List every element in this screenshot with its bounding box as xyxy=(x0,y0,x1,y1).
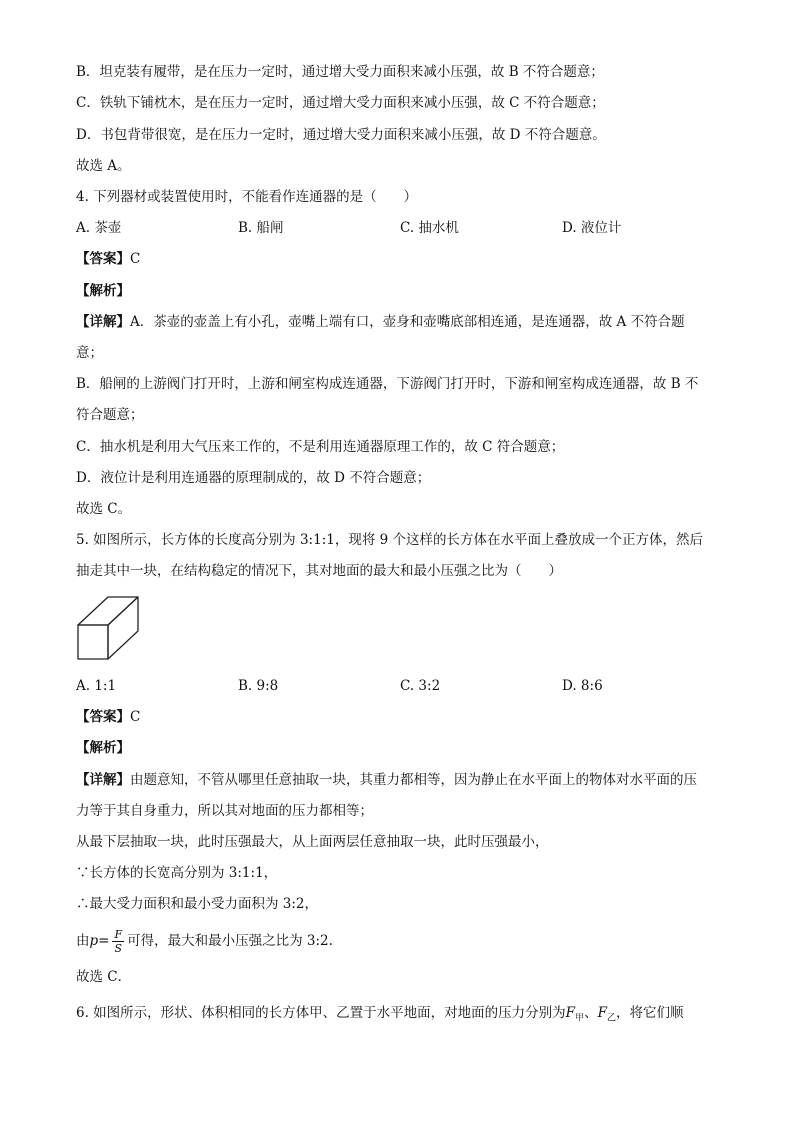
cuboid-side-face xyxy=(108,597,138,659)
formula-fraction xyxy=(112,928,124,955)
detail-label: 【详解】 xyxy=(76,772,130,788)
q5-detail-5: ∴最大受力面积和最小受力面积为 3:2， xyxy=(76,896,319,912)
q5-select: 故选 C． xyxy=(76,969,132,985)
q5-detail-4: ∵长方体的长宽高分别为 3:1:1， xyxy=(76,865,278,881)
separator: 、 xyxy=(584,1005,598,1021)
q4-detail-b: B．船闸的上游阀门打开时，上游和闸室构成连通器，下游阀门打开时，下游和闸室构成连通器，故 B 不 xyxy=(76,376,699,392)
q3-option-d-explanation: D．书包背带很宽，是在压力一定时，通过增大受力面积来减小压强，故 D 不符合题意。 xyxy=(76,127,606,143)
cuboid-top-face xyxy=(78,597,138,625)
q6-stem xyxy=(76,1003,683,1029)
detail-text: A．茶壶的壶盖上有小孔，壶嘴上端有口，壶身和壶嘴底部相连通，是连通器，故 A 不符合题 xyxy=(130,314,685,330)
q5-detail-2: 力等于其自身重力，所以其对地面的压力都相等； xyxy=(76,803,373,819)
force-jia-sub: 甲 xyxy=(575,1013,585,1024)
q4-options xyxy=(76,218,716,238)
q4-select: 故选 C。 xyxy=(76,501,132,517)
force-yi: F xyxy=(597,1005,607,1021)
q4-detail-a xyxy=(76,312,685,332)
q6-stem-text: 6. 如图所示，形状、体积相同的长方体甲、乙置于水平地面，对地面的压力分别为 xyxy=(76,1005,566,1021)
formula-equals: = xyxy=(98,933,110,949)
formula-suffix: 可得，最大和最小压强之比为 3:2. xyxy=(127,933,333,949)
answer-value: C xyxy=(130,709,141,725)
q4-analysis-label: 【解析】 xyxy=(76,283,130,299)
force-yi-sub: 乙 xyxy=(606,1013,616,1024)
answer-label: 【答案】 xyxy=(76,251,130,267)
formula-p: p xyxy=(89,933,99,949)
answer-value: C xyxy=(130,251,141,267)
q5-detail-1 xyxy=(76,770,697,790)
q4-answer xyxy=(76,249,140,269)
cuboid-figure xyxy=(76,595,142,661)
q5-stem-line2: 抽走其中一块，在结构稳定的情况下，其对地面的最大和最小压强之比为（ ） xyxy=(76,563,562,579)
q4-option-c: C. 抽水机 xyxy=(400,220,459,236)
formula-prefix: 由 xyxy=(76,933,90,949)
q5-option-b: B. 9:8 xyxy=(238,678,279,694)
q5-options xyxy=(76,676,716,696)
q5-answer xyxy=(76,707,140,727)
force-jia: F xyxy=(565,1005,576,1021)
q5-option-a: A. 1:1 xyxy=(76,678,117,694)
q5-stem-line1: 5. 如图所示，长方体的长度高分别为 3:1:1，现将 9 个这样的长方体在水平面上叠放成一个正方体，然后 xyxy=(76,532,703,548)
q4-option-b: B. 船闸 xyxy=(238,220,284,236)
answer-label: 【答案】 xyxy=(76,709,130,725)
cuboid-front-face xyxy=(78,625,108,659)
q3-option-b-explanation: B．坦克装有履带，是在压力一定时，通过增大受力面积来减小压强，故 B 不符合题意； xyxy=(76,64,604,80)
q6-stem-tail: ，将它们顺 xyxy=(615,1005,684,1021)
q4-detail-d: D．液位计是利用连通器的原理制成的，故 D 不符合题意； xyxy=(76,470,431,486)
q5-option-d: D. 8:6 xyxy=(562,678,603,694)
q4-option-a: A. 茶壶 xyxy=(76,220,122,236)
q3-select: 故选 A。 xyxy=(76,158,131,174)
fraction-denominator: S xyxy=(114,942,123,955)
detail-text: 由题意知，不管从哪里任意抽取一块，其重力都相等，因为静止在水平面上的物体对水平面的压 xyxy=(130,772,697,788)
q3-option-c-explanation: C．铁轨下铺枕木，是在压力一定时，通过增大受力面积来减小压强，故 C 不符合题意； xyxy=(76,95,605,111)
q5-option-c: C. 3:2 xyxy=(400,678,441,694)
q5-analysis-label: 【解析】 xyxy=(76,740,130,756)
q4-option-d: D. 液位计 xyxy=(562,220,622,236)
q4-detail-a-cont: 意； xyxy=(76,345,103,361)
q5-detail-3: 从最下层抽取一块，此时压强最大，从上面两层任意抽取一块，此时压强最小， xyxy=(76,834,549,850)
q5-formula-line xyxy=(76,926,333,956)
q4-detail-b-cont: 符合题意； xyxy=(76,407,144,423)
detail-label: 【详解】 xyxy=(76,314,130,330)
q4-stem: 4. 下列器材或装置使用时，不能看作连通器的是（ ） xyxy=(76,189,418,205)
q4-detail-c: C．抽水机是利用大气压来工作的，不是利用连通器原理工作的，故 C 符合题意； xyxy=(76,439,565,455)
fraction-numerator: F xyxy=(114,928,123,941)
